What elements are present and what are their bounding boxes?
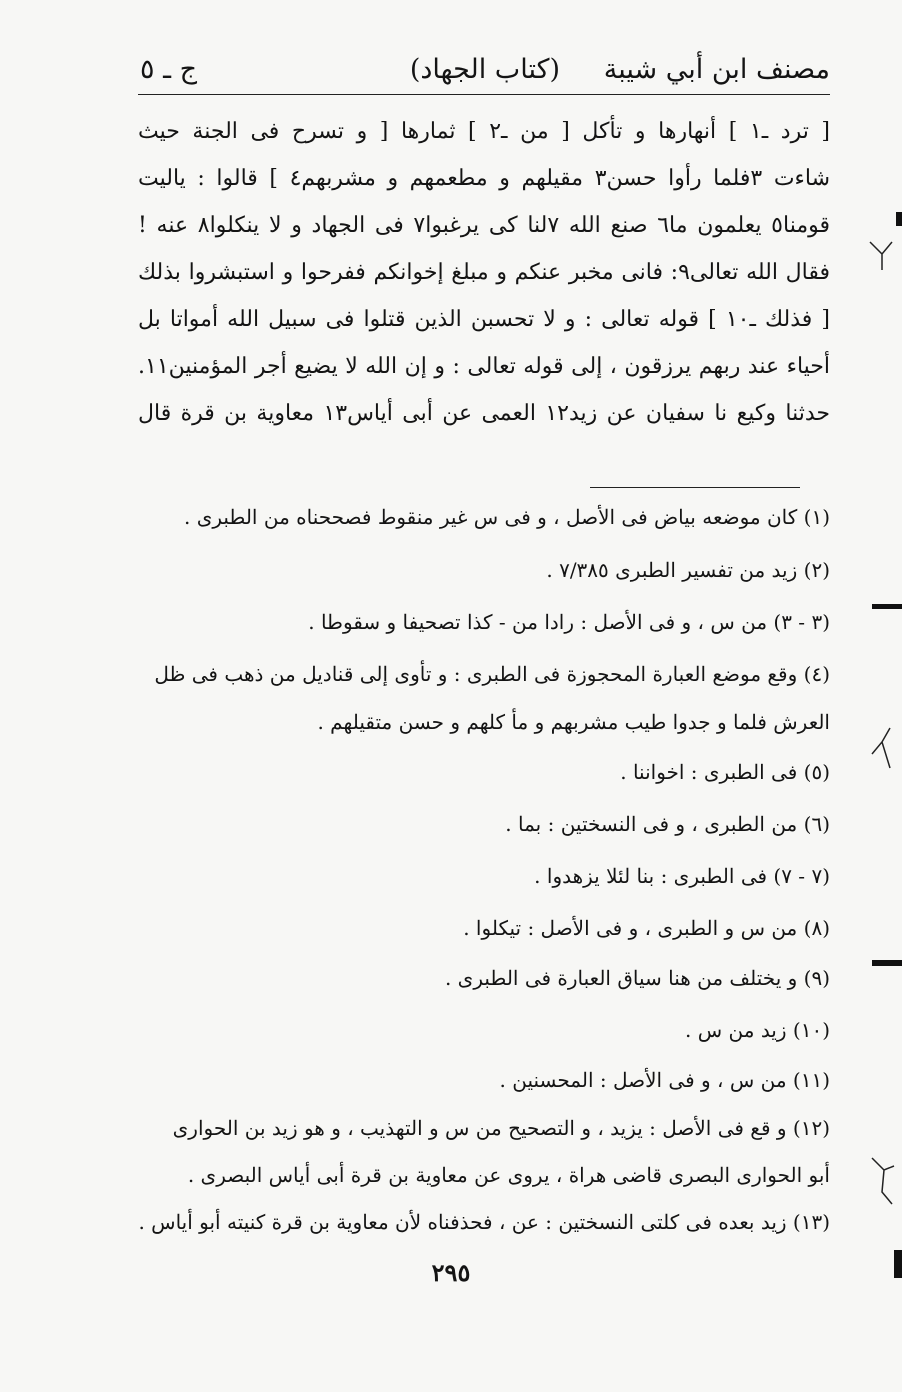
main-text-line: [ ترد ـ١ ] أنهارها و تأكل [ من ـ٢ ] ثمارها [ و تسرح فى الجنة حيث: [138, 119, 830, 144]
footnote-line: (١٣) زيد بعده فى كلتى النسختين : عن ، فحذفناه لأن معاوية بن قرة كنيته أبو أياس .: [138, 1210, 830, 1234]
margin-mark-icon: [868, 1152, 898, 1212]
footnote-line: (١) كان موضعه بياض فى الأصل ، و فى س غير منقوط فصححناه من الطبرى .: [183, 505, 830, 529]
main-text-line: أحياء عند ربهم يرزقون ، إلى قوله تعالى : و إن الله لا يضيع أجر المؤمنين١١.: [138, 354, 830, 379]
main-text-line: قومنا٥ يعلمون ما٦ صنع الله ٧لنا كى يرغبوا٧ فى الجهاد و لا ينكلوا٨ عنه !: [138, 213, 830, 238]
footnote-line: (٣ - ٣) من س ، و فى الأصل : رادا من - كذا تصحيفا و سقوطا .: [308, 610, 830, 634]
chapter-title: (كتاب الجهاد): [409, 54, 560, 85]
footnote-line: (٤) وقع موضع العبارة المحجوزة فى الطبرى : و تأوى إلى قناديل من ذهب فى ظل: [154, 662, 830, 686]
footnote-line: (١٠) زيد من س .: [685, 1018, 830, 1042]
main-text-line: حدثنا وكيع نا سفيان عن زيد١٢ العمى عن أبى أياس١٣ معاوية بن قرة قال: [138, 401, 830, 426]
footnote-line: (١١) من س ، و فى الأصل : المحسنين .: [499, 1068, 830, 1092]
page-header: [140, 50, 830, 90]
footnote-line: (٥) فى الطبرى : اخواننا .: [620, 760, 830, 784]
main-text-line: فقال الله تعالى٩: فانى مخبر عنكم و مبلغ إخوانكم ففرحوا و استبشروا بذلك: [138, 260, 830, 285]
volume-number: ج ـ ٥: [140, 54, 198, 85]
margin-mark-icon: [866, 238, 896, 274]
book-title: مصنف ابن أبي شيبة: [603, 54, 830, 85]
footnote-line: (٩) و يختلف من هنا سياق العبارة فى الطبرى .: [444, 966, 830, 990]
footnote-line: (١٢) و قع فى الأصل : يزيد ، و التصحيح من س و التهذيب ، و هو زيد بن الحوارى: [172, 1116, 830, 1140]
footnote-line: العرش فلما و جدوا طيب مشربهم و مأ كلهم و حسن متقيلهم .: [317, 710, 830, 734]
footnote-line: (٢) زيد من تفسير الطبرى ٧/٣٨٥ .: [546, 558, 830, 582]
header-rule: [138, 94, 830, 95]
scan-mark: [872, 960, 902, 966]
scan-mark: [894, 1250, 902, 1278]
main-text-line: شاءت ٣فلما رأوا حسن٣ مقيلهم و مطعمهم و مشربهم٤ ] قالوا : ياليت: [138, 166, 830, 191]
page-number: ٢٩٥: [431, 1258, 471, 1287]
main-text: [138, 108, 830, 437]
footnote-line: (٨) من س و الطبرى ، و فى الأصل : تيكلوا .: [463, 916, 830, 940]
footnote-line: (٦) من الطبرى ، و فى النسختين : بما .: [505, 812, 830, 836]
margin-mark-icon: [866, 724, 896, 772]
footnote-line: (٧ - ٧) فى الطبرى : بنا لئلا يزهدوا .: [534, 864, 830, 888]
main-text-line: [ فذلك ـ١٠ ] قوله تعالى : و لا تحسبن الذين قتلوا فى سبيل الله أمواتا بل: [138, 307, 830, 332]
scan-mark: [872, 604, 902, 609]
footnote-line: أبو الحوارى البصرى قاضى هراة ، يروى عن معاوية بن قرة أبى أياس البصرى .: [187, 1163, 830, 1187]
scan-mark: [896, 212, 902, 226]
footnote-separator: [590, 487, 800, 488]
